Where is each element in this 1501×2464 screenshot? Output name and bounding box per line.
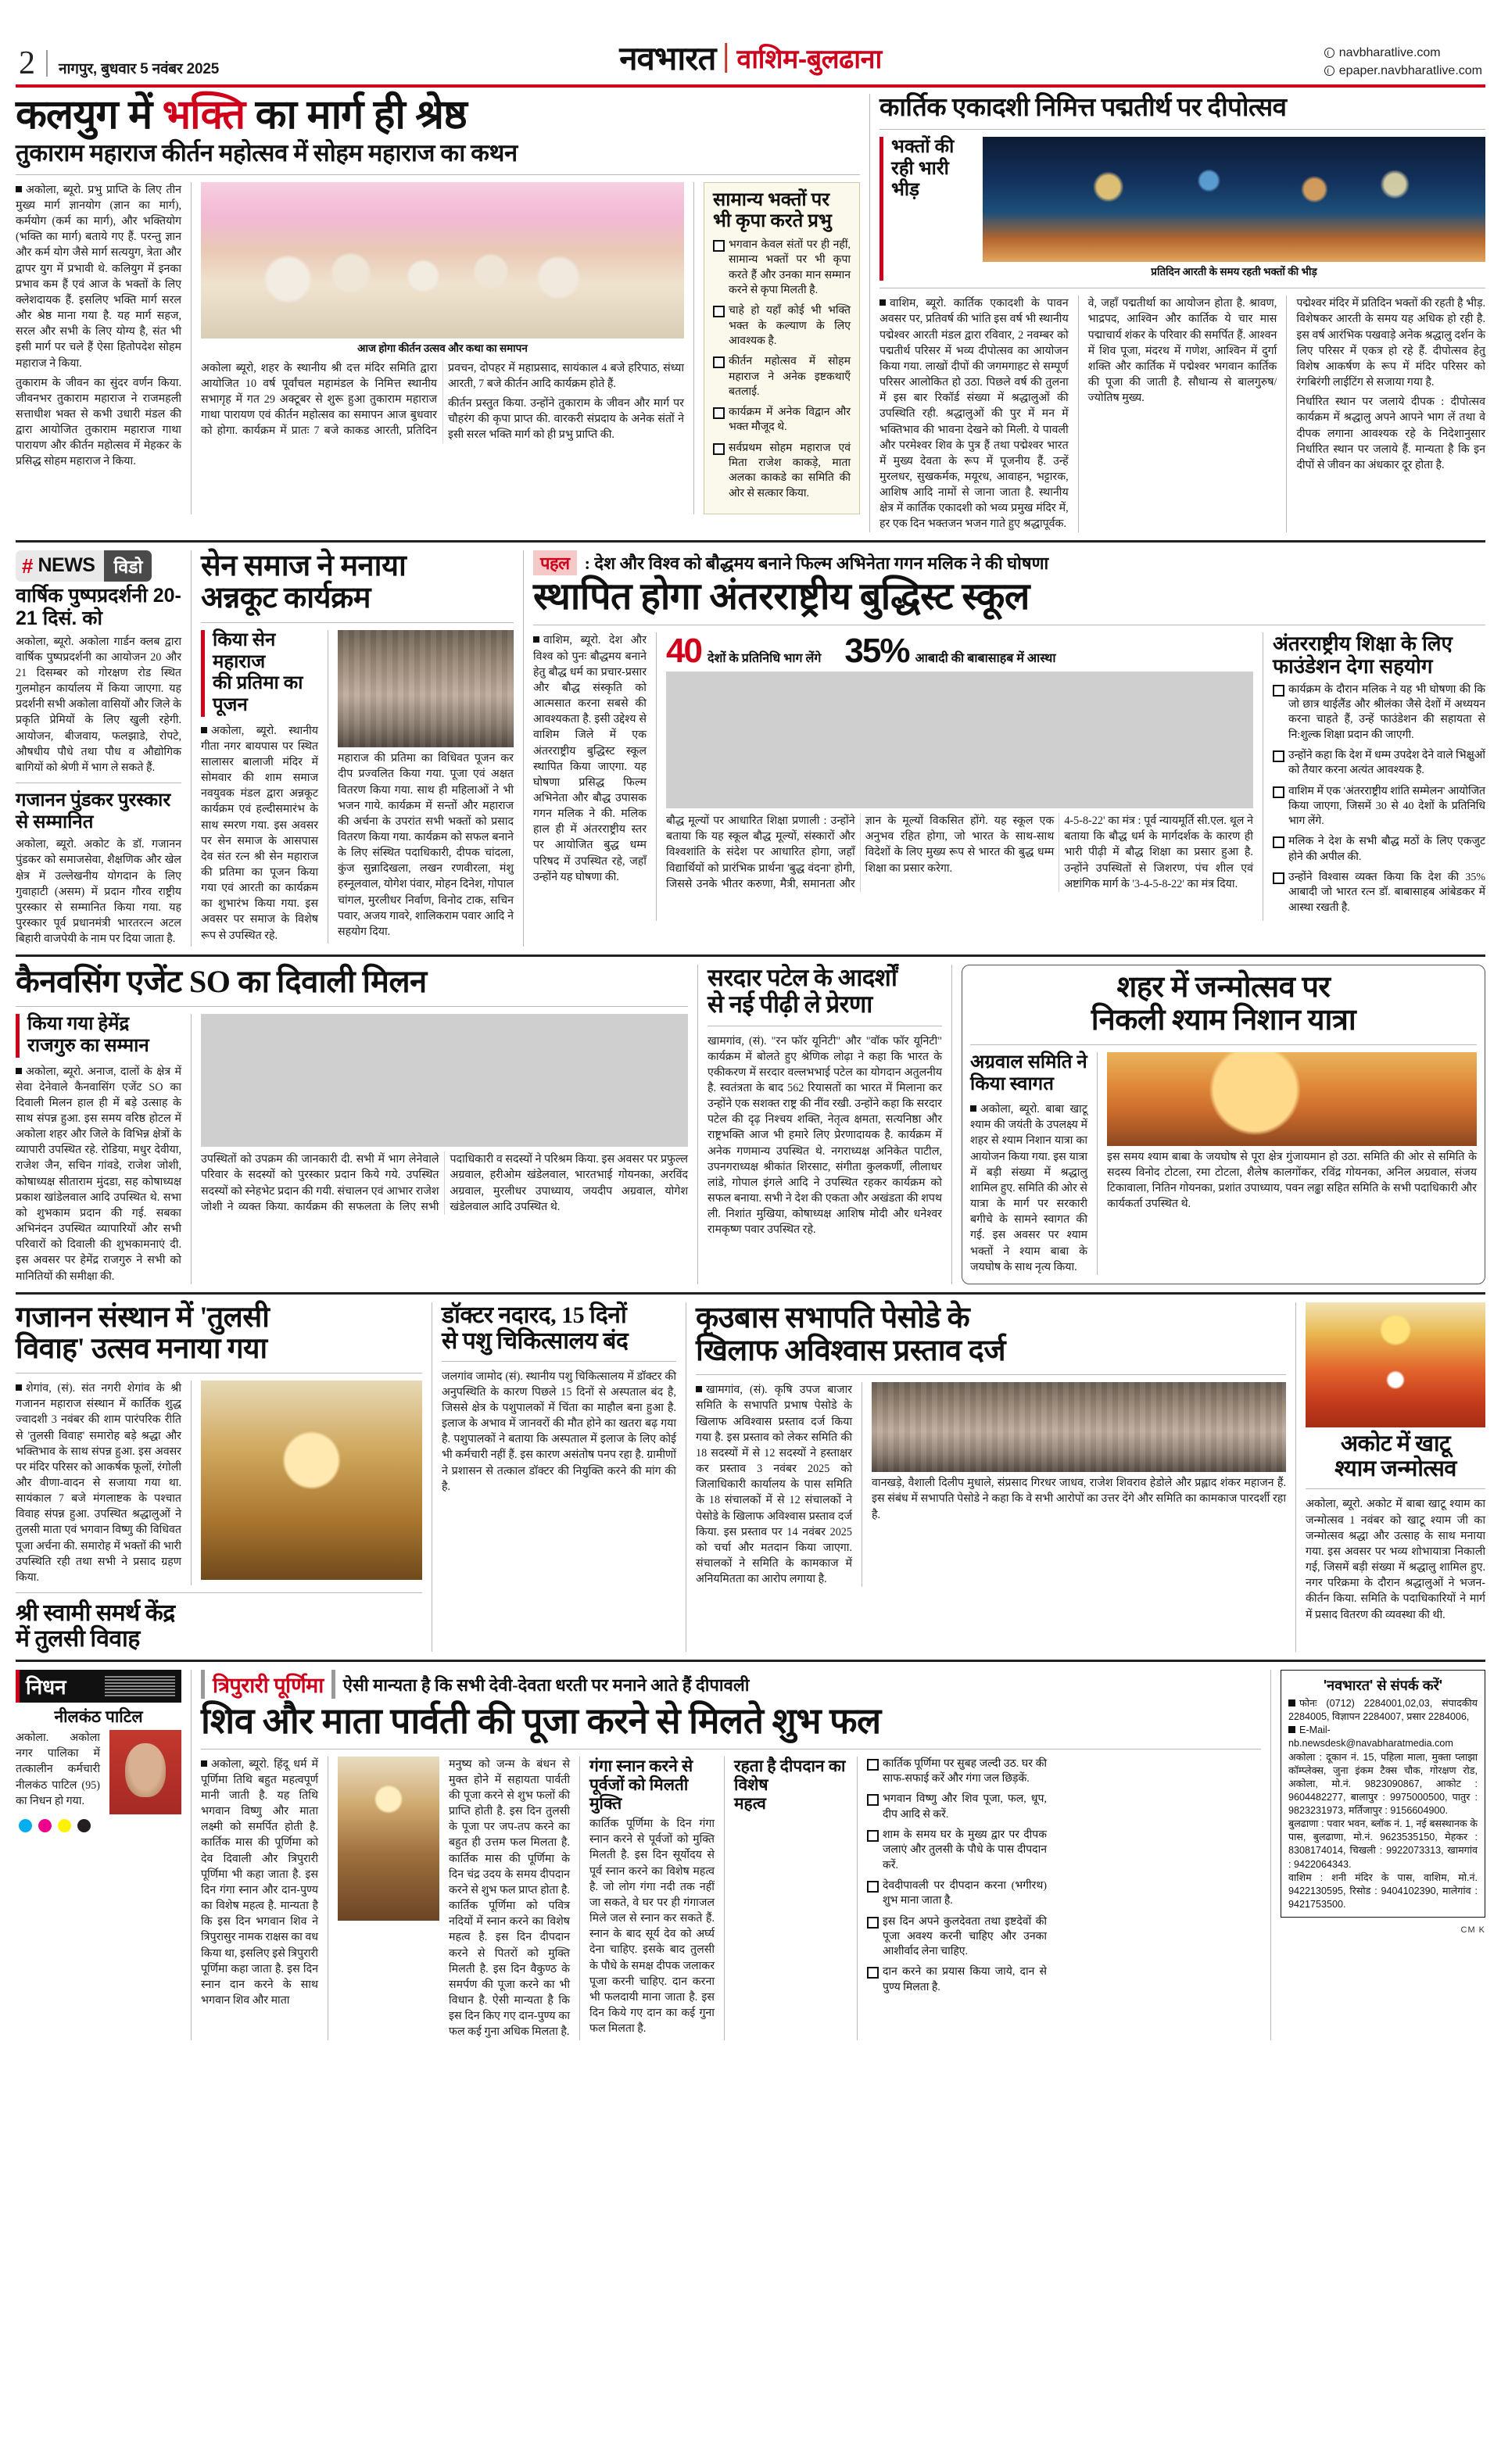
patel-headline-line1: सरदार पटेल के आदर्शों [708, 964, 897, 992]
column-rule [857, 1757, 858, 2040]
sidebar-head-line1: अंतरराष्ट्रीय शिक्षा के लिए [1273, 632, 1453, 656]
lead-boxout [704, 182, 860, 514]
tripurari-paragraph-1 [201, 1757, 318, 2009]
band-divider [16, 954, 1485, 957]
tulsi-kendra-line2: में तुलसी विवाह [16, 1626, 140, 1653]
canvassing-paragraph-2: उपस्थितों को उपक्रम की जानकारी दी. सभी में भाग लेनेवाले परिवार के सदस्यों को पुरस्कार प्रदान किये गये. उपस्थित सदस्यों को स्नेहभेट प्रदान की गयी. संचालन एवं आभार राजेश जोशी ने व्यक्त किया. कार्यक्रम की सफलता के लिए सभी पदाधिकारी व सदस्यों ने परिश्रम किया. इस अवसर पर प्रफुल्ल अग्रवाल, हरीओम खंडेलवाल, भारतभाई गोयनका, अरविंद अग्रवाल, मुरलीधर उपाध्याय, जयदीप अग्रवाल, योगेश खंडेलवाल आदि उपस्थित थे. [201, 1153, 688, 1213]
buddhist-bullet: मलिक ने देश के सभी बौद्ध मठों के लिए एकजुट होने की अपील की. [1273, 834, 1485, 865]
sen-kicker-block [201, 630, 318, 944]
krubas-col-1 [696, 1382, 852, 1587]
boxout-list-item: सर्वप्रथम सोहम महाराज एवं मिता राजेश काकड़े, माता अलका काकडे का समिति की ओर से सत्कार किया. [713, 441, 851, 501]
gajanan-photo-block [201, 1381, 422, 1585]
column-rule [724, 1757, 725, 2040]
tripurari-tagline: ऐसी मान्यता है कि सभी देवी-देवता धरती पर मनाने आते हैं दीपावली [342, 1674, 750, 1695]
shyam-paragraph-2: इस समय श्याम बाबा के जयघोष से पूरा क्षेत्र गुंजायमान हो उठा. समिति की ओर से समिति के सदस्य विनोद टोटला, रमा टोटला, शैलेष कालगोंकर, रविंद्र गोयनका, अनिल अग्रवाल, संजय टिकावाला, नितिन गोयनका, प्रशांत उपाध्याय, पवन लढ्ढा सहित समिति के सभी पदाधिकारी और कार्यकर्ता उपस्थित थे. [1107, 1150, 1477, 1211]
column-rule [579, 1757, 580, 2040]
obituary-name: नीलकंठ पाटिल [54, 1708, 143, 1727]
contact-rail [1281, 1670, 1485, 2040]
canvassing-kicker-bar [16, 1014, 181, 1057]
obituary-title: निधन [26, 1675, 66, 1699]
buddhist-text-columns [666, 813, 1253, 892]
sen-photo-block [338, 630, 514, 944]
tulsi-kendra-line1: श्री स्वामी समर्थ केंद्र [16, 1600, 175, 1627]
divider [879, 129, 1485, 130]
buddhist-sidebar [1273, 632, 1485, 921]
krubas-headline-line2: खिलाफ अविश्वास प्रस्ताव दर्ज [696, 1334, 1006, 1367]
buddhist-bullet: वाशिम में एक 'अंतरराष्ट्रीय शांति सम्मेलन' आयोजित किया जाएगा, जिसमें 30 से 40 देशों के प्रतिनिधि भाग लेंगे. [1273, 784, 1485, 829]
khatu-shyam-deity-photo [1306, 1302, 1485, 1427]
sen-samaj-photo [338, 630, 514, 747]
boxout-list [713, 238, 851, 501]
sen-kicker-bar [201, 630, 318, 716]
kartik-col-3 [1296, 295, 1485, 532]
shyam-kicker-line2: किया स्वागत [970, 1073, 1054, 1094]
buddhist-body-row [533, 632, 1485, 921]
divider [696, 1374, 1286, 1375]
award-body: अकोला, ब्यूरो. अकोट के डॉ. गजानन पुंडकर को समाजसेवा, शैक्षणिक और खेल क्षेत्र में उल्लेखनीय योगदान के लिए गुवाहाटी (असम) में प्रदान गौरव राष्ट्रीय पुरस्कार से सम्मानित किया गया. यह पुरस्कार पूर्व प्रधानमंत्री भारतरत्न अटल बिहारी वाजपेयी के नाम पर दिया जाता है. [16, 838, 181, 946]
bullet-square-icon [879, 299, 886, 306]
krubas-meeting-photo [872, 1382, 1286, 1472]
boxout-list-item: कार्यक्रम में अनेक विद्वान और भक्त मौजूद थे. [713, 405, 851, 435]
tripurari-headline: शिव और माता पार्वती की पूजा करने से मिलते शुभ फल [201, 1701, 881, 1742]
cmyk-label: CM K [1460, 1925, 1485, 1936]
gajanan-col-1 [16, 1381, 181, 1585]
stat-countries [666, 632, 822, 671]
akot-story [1306, 1302, 1485, 1652]
sen-samaj-story [201, 550, 514, 947]
divider [201, 1749, 1261, 1750]
website-url-main: navbharatlive.com [1338, 45, 1441, 59]
akot-headline-line2: श्याम जन्मोत्सव [1334, 1456, 1456, 1481]
vet-headline-line1: डॉक्टर नदारद, 15 दिनों [442, 1302, 627, 1328]
canvassing-headline: कैनवसिंग एजेंट SO का दिवाली मिलन [16, 964, 427, 1000]
masthead-websites [1324, 44, 1482, 80]
shyam-kicker [970, 1052, 1087, 1095]
bullet-square-icon [696, 1386, 702, 1392]
stat-population-label: आबादी की बाबासाहब में आस्था [915, 652, 1056, 666]
top-band [16, 94, 1485, 532]
buddhist-story [533, 550, 1485, 947]
tripurari-col-1 [201, 1757, 318, 2040]
kartik-story [879, 94, 1485, 532]
section-rule [191, 1670, 192, 2040]
sen-samaj-row [201, 630, 514, 944]
sen-kicker-line2: की प्रतिमा का पूजन [213, 673, 303, 716]
ganga-snan-headline [589, 1757, 715, 1813]
tripurari-col-2 [449, 1757, 570, 2040]
section-rule [697, 965, 698, 1284]
globe-icon [1324, 48, 1334, 58]
sen-headline-line1: सेन समाज ने मनाया [201, 549, 407, 582]
cmyk-dot-yellow [58, 1819, 71, 1832]
krubas-headline-line1: कृउबास सभापति पेसोडे के [696, 1301, 970, 1334]
kartik-photo-block [983, 137, 1485, 281]
contact-phone-line [1288, 1697, 1478, 1724]
lead-headline-highlight: भक्ति [162, 92, 245, 138]
contact-address-washim: वाशिम : शनी मंदिर के पास, वाशिम, मो.नं. 9422130595, रिसोड : 9404102390, मालेगांव : 9421753500. [1288, 1871, 1478, 1910]
section-rule [191, 550, 192, 947]
news-badge-left [16, 550, 104, 582]
patel-story [708, 965, 942, 1284]
deepdan-bullet-list [867, 1757, 1047, 1995]
stat-countries-value: 40 [666, 632, 701, 671]
gajanan-story [16, 1302, 422, 1652]
deepdan-bullet: कार्तिक पूर्णिमा पर सुबह जल्दी उठ. घर की साफ-सफाई करें और गंगा जल छिड़कें. [867, 1757, 1047, 1787]
contact-phone-text: फोनः (0712) 2284001,02,03, संपादकीय 2284005, विज्ञापन 2284007, प्रसार 2284006, [1288, 1698, 1478, 1723]
lead-caption-para-1: अकोला ब्यूरो, शहर के स्थानीय श्री दत्त मंदिर समिति द्वारा आयोजित 10 वर्ष पूर्वांचल महामंडल के निमित्त स्थानीय सभागृह में गत 29 अक्टूबर से शुरू हुआ तुकाराम महाराज गाथा पारायण एवं कीर्तन महोत्सव का समापन आज बुधवार को होगा. कार्यक्रम में प्रातः 7 बजे काकड आरती, प्रतिदिन प्रवचन, दोपहर में महाप्रसाद, सायंकाल 4 बजे हरिपाठ, संध्या आरती, 7 बजे कीर्तन आदि कार्यक्रम होते हैं. [201, 361, 684, 438]
gajanan-headline [16, 1302, 422, 1366]
canvassing-col1-text: अकोला, ब्यूरो. अनाज, दालों के क्षेत्र में सेवा देनेवाले कैनवासिंग एजेंट SO का दिवाली मिलन हाल ही में बड़े उत्साह के साथ संपन्न हुआ. इस समय वरिष्ठ होटल में अकोला शहर और जिले के विभिन्न क्षेत्रों के व्यापारी उपस्थित रहे. रोडिया, मधुर देवीया, राजेश जैन, सचिन गांवडे, राजेश जोशी, कोषाध्यक्ष सीताराम मुंदडा, सह कोषाध्यक्ष प्रकाश खांडेलवाल आदि उपस्थित थे. सभा को शुभकाम प्रदान की गई. सबका अभिनंदन उपस्थित व्यापारियों और सभी परिवारों को दिवाली की शुभकामनाएं दी. इस अवसर पर हेमेंद्र राजगुरु ने सभी को मानितियों की समीक्षा की. [16, 1065, 181, 1283]
canvassing-kicker-line2: राजगुरु का सम्मान [27, 1035, 149, 1056]
masthead-left [19, 47, 219, 80]
tripurari-body-row [201, 1757, 1261, 2040]
band-divider [16, 1292, 1485, 1295]
tripurari-photo-col [338, 1757, 439, 2040]
contact-address-akola: अकोला : दूकान नं. 15, पहिला माला, मुक्ता प्लाझा कॉम्प्लेक्स, जुना इंकम टैक्स चौक, गोरक्षण रोड, अकोला, मो.नं. 9823090867, आकोट : 9604482277, बालापुर : 9975000500, पातुर : 9823231973, मर्तिजापुर : 9156604900. [1288, 1751, 1478, 1817]
website-line-1[interactable] [1324, 44, 1482, 62]
contact-email-text: E-Mail-nb.newsdesk@navabharatmedia.com [1288, 1724, 1453, 1750]
deepdan-bullet: दान करने का प्रयास किया जाये, दान से पुण्य मिलता है. [867, 1964, 1047, 1995]
gajanan-headline-line2: विवाह' उत्सव मनाया गया [16, 1333, 267, 1366]
obituary-body-row [16, 1730, 181, 1814]
deepdan-head-line1: रहता है दीपदान का विशेष [734, 1756, 846, 1794]
award-headline: गजानन पुंडकर पुरस्कार से सम्मानित [16, 790, 171, 833]
pahal-tag: पहल [533, 550, 577, 575]
pahal-tagline-row [533, 550, 1485, 575]
canvassing-paragraph-1 [16, 1064, 181, 1284]
contact-email-line[interactable] [1288, 1724, 1478, 1750]
deepotsav-photo [983, 137, 1485, 262]
lead-headline-part1: कलयुग में [16, 92, 163, 138]
krubas-headline [696, 1302, 1286, 1368]
akot-headline [1306, 1432, 1485, 1482]
sen-kicker [213, 630, 318, 716]
buddhist-col1-text: वाशिम, ब्यूरो. देश और विश्व को पुनः बौद्धमय बनाने हेतु बौद्ध धर्म का प्रचार-प्रसार और बौद्ध संस्कृति को आत्मसात करना सबसे की आवश्यकता है. इसी उद्देश्य से वाशिम जिले में एक अंतरराष्ट्रीय बुद्धिस्ट स्कूल स्थापित किया जाएगा. यह घोषणा प्रसिद्ध फिल्म अभिनेता और बौद्ध उपासक गगन मलिक ने की. मलिक हाल ही में अंतरराष्ट्रीय स्तर पर आयोजित बुद्ध धम्म परिषद में उपस्थित रहे, जहाँ उन्होंने यह घोषणा की. [533, 634, 647, 883]
column-rule [1078, 295, 1079, 532]
column-rule [191, 1014, 192, 1284]
krubas-paragraph-1 [696, 1382, 852, 1587]
bullet-square-icon [970, 1105, 976, 1112]
shyam-col-1 [970, 1052, 1087, 1275]
tripurari-col-4 [734, 1757, 847, 2040]
lead-paragraph-1 [16, 182, 181, 371]
canvassing-photo-block [201, 1014, 688, 1284]
second-band [16, 550, 1485, 947]
buddhist-center [666, 632, 1253, 921]
cmyk-registration-marks [16, 1814, 181, 1832]
buddhist-paragraph-2: बौद्ध मूल्यों पर आधारित शिक्षा प्रणाली : उन्होंने बताया कि यह स्कूल बौद्ध मूल्यों, संस्कारों और विश्वशांति के संदेश पर आधारित होगा, जहाँ विद्यार्थियों को प्रारंभिक प्रार्थना 'बुद्ध वंदना' होगी, जिससे उनके भीतर करुणा, मैत्री, समानता और ज्ञान के मूल्यों विकसित होंगे. यह स्कूल एक अनुभव रहित होगा, जो भारत के साथ-साथ विदेशों के लिए मुख्य रूप से भारत की बुद्ध धम्म शिक्षा का प्रसार करेगा. [666, 815, 1055, 890]
tulsi-vivah-photo [201, 1381, 422, 1580]
news-badge-label: NEWS [38, 554, 95, 577]
tripurari-band [16, 1670, 1485, 2040]
shyam-yatra-story [962, 965, 1485, 1284]
boxout-list-item: कीर्तन महोत्सव में सोहम महाराज ने अनेक इष्टकथाएँ बतलाई. [713, 354, 851, 399]
third-band [16, 965, 1485, 1284]
news-rail [16, 550, 181, 947]
column-rule [656, 632, 657, 921]
deepdan-bullet: भगवान विष्णु और शिव पूजा, फल, धूप, दीप आदि से करें. [867, 1792, 1047, 1822]
stat-population [844, 632, 1056, 671]
buddhist-bullet: कार्यक्रम के दौरान मलिक ने यह भी घोषणा की कि जो छात्र थाईलैंड और श्रीलंका जैसे देशों में अध्ययन करना चाहते हैं, उन्हें फाउंडेशन की सहायता से नि:शुल्क शिक्षा प्रदान की जाएगी. [1273, 682, 1485, 743]
shyam-headline-line1: शहर में जन्मोत्सव पर [1116, 971, 1331, 1005]
masthead-divider [46, 50, 48, 77]
column-rule [1097, 1052, 1098, 1275]
ganga-head-line1: गंगा स्नान करने से [589, 1756, 693, 1775]
masthead [0, 0, 1501, 84]
lead-caption-para-2: कीर्तन प्रस्तुत किया. उन्होंने तुकाराम के जीवन और मार्ग पर चौहरंग की कृपा प्राप्त की. वारकरी संप्रदाय के अनेक संतों ने इसी सरल भक्ति मार्ग को ही प्रभु प्राप्ति की. [448, 397, 684, 442]
website-line-2[interactable] [1324, 62, 1482, 80]
sen-paragraph-1 [201, 723, 318, 944]
kartik-kicker-block [879, 137, 973, 281]
gajanan-headline-line1: गजानन संस्थान में 'तुलसी [16, 1301, 270, 1334]
gajanan-body-text: शेगांव, (सं). संत नगरी शेगांव के श्री गजानन महाराज संस्थान में कार्तिक शुद्ध ज्वादशी 3 नवंबर की शाम पारंपरिक रीति से 'तुलसी विवाह' समारोह बड़े श्रद्धा और भक्तिभाव के साथ संपन्न हुआ. इस अवसर पर मंदिर परिसर को आकर्षक फूलों, रंगोली और वीणा-वादन से सजाया गया था. सायंकाल 7 बजे मंगलाष्टक के पश्चात विवाह संपन्न हुआ. उपस्थित श्रद्धालुओं ने तुलसी माता एवं भगवान विष्णु की विधिवत पूजा अर्चना की. समारोह में भक्तों की भारी उपस्थिति रही तथा सभी ने प्रसाद ग्रहण किया. [16, 1382, 181, 1584]
kartik-col-1 [879, 295, 1069, 532]
deepdan-head-line2: महत्व [734, 1793, 766, 1813]
obituary-portrait [109, 1730, 181, 1814]
buddhist-col-1 [533, 632, 647, 921]
kartik-paragraph-2: वे, जहाँ पद्मतीर्था का आयोजन होता है. श्रावण, भाद्रपद, आश्विन और कार्तिक ये चार मास पद्माचार्य शंकर के परिवार की समर्पित हैं. आश्वन में शिव पूजा, मंदरथ में गणेश, आश्विन में दुर्गा शक्ति और कार्तिक में पद्मेश्वर भगवान कार्तिक की पूजा की जाती है. सौधान्य से बालगुरुष/ज्योतिष मुख्य. [1087, 297, 1277, 405]
canvassing-row [16, 1014, 688, 1284]
kartik-top-row [879, 137, 1485, 281]
divider [16, 1592, 422, 1593]
vet-headline-line2: से पशु चिकित्सालय बंद [442, 1327, 629, 1354]
krubas-col1-text: खामगांव, (सं). कृषि उपज बाजार समिति के सभापति प्रभाष पेसोडे के खिलाफ अविश्वास प्रस्ताव दर्ज किया गया है. इस प्रस्ताव को लेकर समिति की 18 सदस्यों में से 12 सदस्यों ने हस्ताक्षर कर प्रस्ताव 3 नवंबर 2025 को जिलाधिकारी कार्यालय के पास समिति के 18 संचालकों में से 12 संचालकों ने पेसोडे के खिलाफ अविश्वास प्रस्ताव दर्ज किया. इस प्रस्ताव पर 14 नवंबर 2025 को चर्चा और मतदान किया जाएगा. संचालकों ने समिति के कामकाज में अनियमितता का आरोप लगाया है. [696, 1384, 852, 1586]
buddhist-bullet-list [1273, 682, 1485, 915]
cmyk-label-wrap [1281, 1918, 1485, 1936]
column-rule [693, 182, 694, 514]
deepdan-bullet: शाम के समय घर के मुख्य द्वार पर दीपक जलाएं और तुलसी के पौधे के पास दीपदान करें. [867, 1828, 1047, 1873]
lead-headline [16, 94, 860, 137]
boxout-list-item: चाहे हो यहाँ कोई भी भक्ति भक्त के कल्याण के लिए आवश्यक है. [713, 303, 851, 349]
tripurari-col-3 [589, 1757, 715, 2040]
akot-headline-line1: अकोट में खाटू [1340, 1431, 1451, 1456]
kartik-col-2 [1088, 295, 1277, 532]
ganga-head-line2: पूर्वजों को मिलती मुक्ति [589, 1775, 689, 1813]
bullet-square-icon [16, 186, 22, 192]
section-rule [951, 965, 952, 1284]
divider [1306, 1488, 1485, 1489]
patel-headline-line2: से नई पीढ़ी ले प्रेरणा [708, 990, 872, 1019]
sen-kicker-line1: किया सेन महाराज [213, 630, 276, 672]
lead-headline-part2: का मार्ग ही श्रेष्ठ [245, 92, 467, 138]
bullet-square-icon [201, 727, 207, 733]
kartik-headline: कार्तिक एकादशी निमित्त पद्मतीर्थ पर दीपोत्सव [879, 94, 1287, 122]
band-divider [16, 540, 1485, 543]
divider [201, 622, 514, 623]
bullet-square-icon [1288, 1726, 1295, 1733]
tripurari-tag: त्रिपुरारी पूर्णिमा [201, 1670, 335, 1699]
gajanan-body [16, 1381, 181, 1585]
deepdan-bullet: देवदीपावली पर दीपदान करना (भगीरथ) शुभ माना जाता है. [867, 1878, 1047, 1909]
boxout-title: सामान्य भक्तों पर भी कृपा करते प्रभु [713, 189, 832, 232]
contact-address-buldhana: बुलढाणा : पवार भवन, ब्लॉक नं. 1, नई बसस्थानक के पास, बुलढाणा, मो.नं. 9623535150, मेहकर : 8308174014, चिखली : 9922073313, खामगांव : 9422064343. [1288, 1818, 1478, 1870]
patel-body: खामगांव, (सं). "रन फॉर यूनिटी" और "वॉक फॉर यूनिटी" कार्यक्रम में बोलते हुए श्रेणिक लोढ़ा ने कहा कि भारत के एकीकरण में सरदार वल्लभभाई पटेल का योगदान अतुलनीय है. स्वतंत्रता के बाद 562 रियासतों का भारत में मिलाना कर उन्होंने एक सशक्त राष्ट्र की नींव रखी. उन्होंने कहा कि सरदार पटेल की दृढ़ निश्चय शक्ति, नेतृत्व क्षमता, सत्यनिष्ठा और राष्ट्रभक्ति आज भी हमारे लिए प्रेरणादायक है. कार्यक्रम में अनेक गणमान्य उपस्थित थे. नगराध्यक्ष अनिकेत पाटील, उपनगराध्यक्ष श्रीकांत शिरसाट, संगीता कुलकर्णी, लीलाधर लांडे, गोपाल इंगले आदि ने उपस्थित रहकर कार्यक्रम को सफल बनाया. सभी ने देश की एकता और अखंडता की शपथ ली. निशांत मुखिया, कोषाध्यक्ष आशिष मोदी और धनेश्वर रामकृष्ण पवार उपस्थित रहे. [708, 1034, 942, 1237]
publication-logo: नवभारत [619, 40, 716, 77]
kirtan-photo-caption: आज होगा कीर्तन उत्सव और कथा का समापन [357, 342, 528, 354]
bullet-square-icon [16, 1384, 22, 1391]
lead-photo-caption-cols [201, 360, 684, 443]
shyam-headline-line2: निकली श्याम निशान यात्रा [1091, 1004, 1356, 1037]
boxout-blessing [704, 182, 860, 514]
section-rule [1270, 1670, 1271, 2040]
bullet-square-icon [201, 1760, 207, 1767]
sidebar-head-line2: फाउंडेशन देगा सहयोग [1273, 654, 1433, 679]
lead-col-1 [16, 182, 181, 514]
contact-box [1281, 1670, 1485, 1918]
vet-headline [442, 1302, 676, 1354]
ganga-snan-body: कार्तिक पूर्णिमा के दिन गंगा स्नान करने से पूर्वजों को मुक्ति मिलती है. इस दिन सूर्योदय से पूर्व स्नान करने का विशेष महत्व है. जो लोग गंगा नदी तक नहीं जा सकते, वे घर पर ही गंगाजल मिले जल से स्नान कर सकते हैं. स्नान के बाद सूर्य देव को अर्घ्य देना चाहिए. इसके बाद तुलसी के पौधे के समक्ष दीपक जलाकर पूजा करनी चाहिए. दान करना भी फलदायी माना जाता है. इस दिन किये गए दान का कई गुना फल मिलता है. [589, 1818, 715, 2036]
krubas-col-2 [872, 1382, 1286, 1587]
krubas-row [696, 1382, 1286, 1587]
band-divider [16, 1660, 1485, 1662]
shyam-yatra-photo [1107, 1052, 1477, 1146]
section-rule [523, 550, 524, 947]
tulsi-kendra-headline [16, 1600, 422, 1652]
stat-population-value: 35% [844, 632, 909, 671]
akot-body: अकोला, ब्यूरो. अकोट में बाबा खाटू श्याम का जन्मोत्सव 1 नवंबर को खाटू श्याम जी का जन्मोत्सव श्रद्धा और उत्साह के साथ मनाया गया. इस अवसर पर भव्य शोभायात्रा निकाली गई, जिसमें बड़ी संख्या में श्रद्धालु शामिल हुए. नगर परिक्रमा के दौरान श्रद्धालुओं ने भजन-कीर्तन किया. समिति के पदाधिकारियों ने मार्ग में प्रसाद वितरण की व्यवस्था की थी. [1306, 1498, 1485, 1621]
deepdan-headline [734, 1757, 847, 1813]
divider [970, 1044, 1477, 1045]
news-video-badge[interactable] [16, 550, 152, 582]
shiva-parvati-photo [338, 1757, 439, 1921]
deepotsav-photo-caption: प्रतिदिन आरती के समय रहती भक्तों की भीड़ [1151, 266, 1317, 278]
sen-col1-text: अकोला, ब्यूरो. स्थानीय गीता नगर बायपास पर स्थित सालासर बालाजी मंदिर में सोमवार की शाम समाज नवयुवक मंडल द्वारा अन्नकूट कार्यक्रम एवं हल्दीसमारंभ के साथ स्मरण गया. इस अवसर पर सेन समाज के आसपास देव संत रत्न श्री सेन महाराज की प्रतिमा का पूजन किया गया एवं आरती का कार्यक्रम का शुभारंभ किया गया. इस अवसर पर समाज के विशेष रूप से उपस्थित रहे. [201, 724, 318, 942]
tripurari-story [201, 1670, 1261, 2040]
tripurari-col1-text: अकोला, ब्यूरो. हिंदू धर्म में पूर्णिमा तिथि बहुत महत्वपूर्ण मानी जाती है. यह तिथि भगवान विष्णु और माता लक्ष्मी को समर्पित होती है. कार्तिक मास की पूर्णिमा को देव दिवाली और त्रिपुरारी पूर्णिमा भी कहा जाता है. इस दिन गंगा स्नान और दान-पुण्य का विशेष महत्व है. मान्यता है कि इस दिन भगवान शिव ने त्रिपुरासुर नामक राक्षस का वध किया था, इसलिए इसे त्रिपुरारी पूर्णिमा कहा जाता है. इस दिन स्नान दान करने के साथ भगवान शिव और माता [201, 1757, 318, 2007]
fourth-band [16, 1302, 1485, 1652]
sen-paragraph-2: महाराज की प्रतिमा का विधिवत पूजन कर दीप प्रज्वलित किया गया. पूजा एवं अक्षत वितरण किया गया. साथ ही महिलाओं ने भी भजन गाये. कार्यक्रम में सन्तों और महाराज की अर्चना के उपरांत सभी भक्तों को प्रसाद वितरण किया गया. कार्यक्रम को सफल बनाने के लिए संस्थित पदाधिकारी, दीपक चांदला, कुंज सुन्नादिखला, लखन रणवीरला, मंशु हस्नूलवाल, योगेश पंवार, मोहन दिनेश, गोपाल चांगल, मुरलीधर निर्वाण, विनोद टाक, सचिन पवार, अजय गावरे, शालिकराम पवार आदि ने सहयोग दिया. [338, 752, 514, 938]
krubas-story [696, 1302, 1286, 1652]
shyam-yatra-row [970, 1052, 1477, 1275]
cmyk-dot-black [77, 1819, 91, 1832]
shyam-col1-text: अकोला, ब्यूरो. बाबा खाटू श्याम की जयंती के उपलक्ष्य में शहर से श्याम निशान यात्रा का आयोजन किया गया. इस यात्रा में बड़ी संख्या में श्रद्धालु शामिल हुए. समिति की ओर से यात्रा के मार्ग पर सरकारी बगीचे के सामने स्वागत की गई. इस अवसर पर श्याम भक्तों ने श्याम बाबा के जयघोष के साथ नृत्य किया. [970, 1103, 1087, 1273]
vet-body: जलगांव जामोद (सं). स्थानीय पशु चिकित्सालय में डॉक्टर की अनुपस्थिति के कारण पिछले 15 दिनों से अस्पताल बंद है, जिससे क्षेत्र के पशुपालकों में चिंता का माहौल बना हुआ है. इलाज के अभाव में जानवरों की मौत होने का खतरा बढ़ गया है. पशुपालकों ने बताया कि अस्पताल में इलाज के लिए कोई भी कर्मचारी नहीं हैं. इस कारण असंतोष पनप रहा है. ग्रामीणों ने प्रशासन से तत्काल डॉक्टर की नियुक्ति करने की मांग की है. [442, 1370, 676, 1493]
kartik-paragraph-4: निर्धारित स्थान पर जलाये दीपक : दीपोत्सव कार्यक्रम में श्रद्धालु अपने आपने भाग लें तथा वे दीपक लगाना आवश्यक रहे के निदेशानुसार निर्धारित स्थान पर जलाये हैं. मान्यता है कि इन दीपों से जीवन का अंधकार दूर होता है. [1296, 396, 1486, 471]
masthead-brand [619, 35, 882, 80]
bottom-left-rail [16, 1670, 181, 2040]
buddhist-headline: स्थापित होगा अंतरराष्ट्रीय बुद्धिस्ट स्कूल [533, 575, 1030, 618]
sen-headline-line2: अन्नकूट कार्यक्रम [201, 582, 371, 615]
brand-separator [725, 43, 727, 73]
bullet-square-icon [533, 636, 539, 643]
kirtan-photo [201, 182, 684, 338]
buddhist-paragraph-1 [533, 632, 647, 885]
buddhist-sidebar-headline [1273, 632, 1485, 677]
patel-headline [708, 965, 942, 1018]
column-rule [191, 1381, 192, 1585]
page-number: 2 [19, 45, 35, 81]
canvassing-text-columns [201, 1151, 688, 1215]
section-rule [869, 94, 870, 532]
pahal-tagline: : देश और विश्व को बौद्धमय बनाने फिल्म अभिनेता गगन मलिक ने की घोषणा [584, 553, 1049, 573]
lead-paragraph-2: तुकाराम के जीवन का सुंदर वर्णन किया. जीवनभर तुकाराम महाराज ने राजमहली सत्ताधीश भक्त से कभी उधारी मंडल की द्वारा आयोजित तुकाराम महाराज गाथा पारायण और कीर्तन महोत्सव में मेहकर के प्रसिद्ध सोहम महाराज ने किया. [16, 376, 181, 468]
kartik-body-row [879, 295, 1485, 532]
tripurari-col-5 [867, 1757, 1047, 2040]
buddhist-stats [666, 632, 1253, 671]
obituary-lines-decor [105, 1676, 175, 1696]
cmyk-dot-cyan [19, 1819, 32, 1832]
shyam-yatra-headline [970, 972, 1477, 1037]
sen-samaj-headline [201, 550, 514, 616]
page-content [0, 88, 1501, 2040]
buddhist-paragraph-3: 4-5-8-22' का मंत्र : पूर्व न्यायमूर्ति सी.एल. थूल ने बताया कि बौद्ध धर्म के मार्गदर्शक के कारण ही भारी पीढ़ी में बौद्ध शिक्षा का प्रसार हुआ है. उन्होंने उपस्थितों से जिशरण, पंच शील एवं अष्टांगिक मार्ग के '3-4-5-8-22' का मंत्र दिया. [1064, 815, 1253, 890]
vet-story [442, 1302, 676, 1652]
shyam-col-2 [1107, 1052, 1477, 1275]
gajanan-row [16, 1381, 422, 1585]
lead-body-row [16, 182, 860, 514]
canvassing-col-1 [16, 1014, 181, 1284]
dateline: नागपुर, बुधवार 5 नवंबर 2025 [59, 61, 220, 77]
lead-photo-block [201, 182, 684, 514]
canvassing-kicker-line1: किया गया हेमेंद्र [27, 1014, 130, 1035]
buddhist-bullet: उन्होंने विश्वास व्यक्त किया कि देश की 35% आबादी जो भारत रत्न डॉ. बाबासाहब आंबेडकर में आस्था रखती है. [1273, 870, 1485, 915]
obituary-body: अकोला. अकोला नगर पालिका में तत्कालीन कर्मचारी नीलकंठ पाटिल (95) का निधन हो गया. [16, 1732, 100, 1807]
column-rule [191, 182, 192, 514]
video-badge-label: विडो [104, 550, 152, 582]
shyam-kicker-line1: अग्रवाल समिति ने [970, 1051, 1087, 1073]
cmyk-dot-magenta [38, 1819, 52, 1832]
buddhist-bullet: उन्होंने कहा कि देश में धम्म उपदेश देने वाले भिक्षुओं को तैयार करना अत्यंत आवश्यक है. [1273, 748, 1485, 779]
globe-icon [1324, 66, 1334, 76]
boxout-list-item: भगवान केवल संतों पर ही नहीं, सामान्य भक्तों पर भी कृपा करते हैं और उनका मान सम्मान करने से कृपा मिलती है. [713, 238, 851, 298]
column-rule [1286, 295, 1287, 532]
shyam-paragraph-1 [970, 1101, 1087, 1275]
divider [16, 174, 860, 175]
kartik-paragraph-1 [879, 295, 1069, 532]
canvassing-story [16, 965, 688, 1284]
website-url-epaper: epaper.navbharatlive.com [1338, 63, 1482, 77]
flower-show-body: अकोला, ब्यूरो. अकोला गार्डन क्लब द्वारा वार्षिक पुष्पप्रदर्शनी का आयोजन 20 और 21 दिसम्बर को गोरक्षण रोड स्थित गुलमोहन कार्यालय में किया जाएगा. यह प्रदर्शनी सभी अकोला वासियों और जिले के प्रकृति प्रेमियों के लिए खुली रहेगी. आयोजन, बीजवाय, फलझाडे, रोपटे, औषधीय पौधे तथा पौध व औद्योगिक बागियों को श्रेणी में भाग ले सकते हैं. [16, 635, 181, 774]
lead-p1-text: अकोला, ब्यूरो. प्रभु प्राप्ति के लिए तीन मुख्य मार्ग ज्ञानयोग (ज्ञान का मार्ग), कर्मयोग (कर्म का मार्ग), और भक्तियोग (भक्ति का मार्ग) बताये गए हैं. परन्तु ज्ञान और कर्म योग जैसे मार्ग सत्ययुग, त्रेता और द्वापर युग में प्रभावी थे. कलियुग में इनका प्रभाव कम हैं एवं आज के भक्तों के लिए क्लेशदायक हैं. इसलिए भक्ति मार्ग सरल और श्रेष्ठ माना गया है. यह मार्ग सहज, सरल और सभी के लिए योग्य है, संत भी इसी मार्ग पर चले हैं ऐसा हितोपदेश सोहम महाराज ने किया. [16, 183, 181, 370]
lead-subheadline: तुकाराम महाराज कीर्तन महोत्सव में सोहम महाराज का कथन [16, 139, 518, 167]
tripurari-tagline-row [201, 1670, 1261, 1699]
krubas-paragraph-2: वानखड़े, वैशाली दिलीप मुधाले, संप्रसाद गिरधर जाधव, राजेश शिवराव हेडोले और प्रह्लाद शंकर महाजन हैं. इस संबंध में सभापति पेसोडे ने कहा कि वे सभी आरोपों का उत्तर देंगे और समिति का कामकाज पारदर्शी रहा है. [872, 1477, 1286, 1521]
buddhist-monks-photo [666, 672, 1253, 808]
bullet-square-icon [16, 1068, 22, 1074]
contact-box-title: 'नवभारत' से संपर्क करें' [1323, 1678, 1443, 1694]
deepdan-bullet: इस दिन अपने कुलदेवता तथा इष्टदेवों की पूजा अवश्य करनी चाहिए और उनका आशीर्वाद लेना चाहिए. [867, 1914, 1047, 1960]
section-rule [1295, 1302, 1296, 1652]
kartik-paragraph-3: पद्मेश्वर मंदिर में प्रतिदिन भक्तों की रहती है भीड़. विशेषकर आरती के समय यह अधिक हो रही है. इस वर्ष आरंभिक पखवाड़े अनेक श्रद्धालु दर्शन के लिए परिसर में एकत्र हो रहे हैं. दीपोत्सव हेतु विशेष आकर्षण के रूप में मंदिर परिसर को रंगबिरंगी लाईटिंग से सजाया गया है. [1296, 297, 1486, 389]
stat-countries-label: देशों के प्रतिनिधि भाग लेंगे [707, 652, 822, 666]
kartik-col1-text: वाशिम, ब्यूरो. कार्तिक एकादशी के पावन अवसर पर, प्रतिवर्ष की भांति इस वर्ष भी स्थानीय पद्मेश्वर आरती मंडल द्वारा रविवार, 2 नवम्बर को पद्मतीर्थ परिसर में भव्य दीपोत्सव का आयोजन किया गया. लाखों दीपों की जगमगाहट से सम्पूर्ण परिसर आलोकित हो उठा. पिछले वर्ष की तुलना में इस बार रिकॉर्ड संख्या में श्रद्धालुओं की उपस्थिति रही. श्रद्धालुओं की पुर में मन में भक्तिभाव की भावना देखने को मिली. ये पावली और परमेश्वर शिव के पुत्र हैं तथा पद्मेश्वर भारत में मुख्य देवता के रूप में पूजनीय हैं. उन्हें मुरलधर, सुखकर्मक, मयूरध, आवाहन, भट्टारक, आशिष आदि नामों से जाना जाता है. स्थानीय क्षेत्र में कार्तिक एकादशी को भव्य प्रमुख मंदिर में, हर एक दिन भक्तजन भजन गाते हुए श्रद्धापूर्वक. [879, 297, 1069, 531]
flower-show-headline: वार्षिक पुष्पप्रदर्शनी 20-21 दिसं. को [16, 584, 181, 630]
divider [442, 1361, 676, 1362]
obituary-header [16, 1670, 181, 1703]
canvassing-kicker [27, 1014, 181, 1057]
lead-story [16, 94, 860, 532]
tripurari-paragraph-2: मनुष्य को जन्म के बंधन से मुक्त होने में सहायता पार्वती की पूजा करने से शुभ फलों की प्राप्ति होती है. इस दिन तुलसी के पूजा पर जप-तप करने का बहुत ही उत्तम फल मिलता है. कार्तिक मास की पूर्णिमा के दिन चंद्र उदय के समय दीपदान करने से शुभ फल प्राप्त होता है. कार्तिक पूर्णिमा को पवित्र नदियों में स्नान करने का विशेष महत्व है. इस दिन दीपदान करने से पितरों को मुक्ति मिलती है. इस दिन वैकुण्ठ के समर्पण की पूजा करने का भी विधान है. ऐसी मान्यता है कि इस दिन किए गए दान-पुण्य का फल कई गुना अधिक मिलता है. [449, 1757, 570, 2039]
canvassing-group-photo [201, 1014, 688, 1147]
bullet-square-icon [1288, 1699, 1295, 1707]
hash-icon: # [22, 553, 34, 578]
kartik-kicker: भक्तों की रही भारी भीड़ [891, 137, 955, 201]
edition-name: वाशिम-बुलढाना [736, 44, 882, 74]
divider [16, 1006, 688, 1007]
